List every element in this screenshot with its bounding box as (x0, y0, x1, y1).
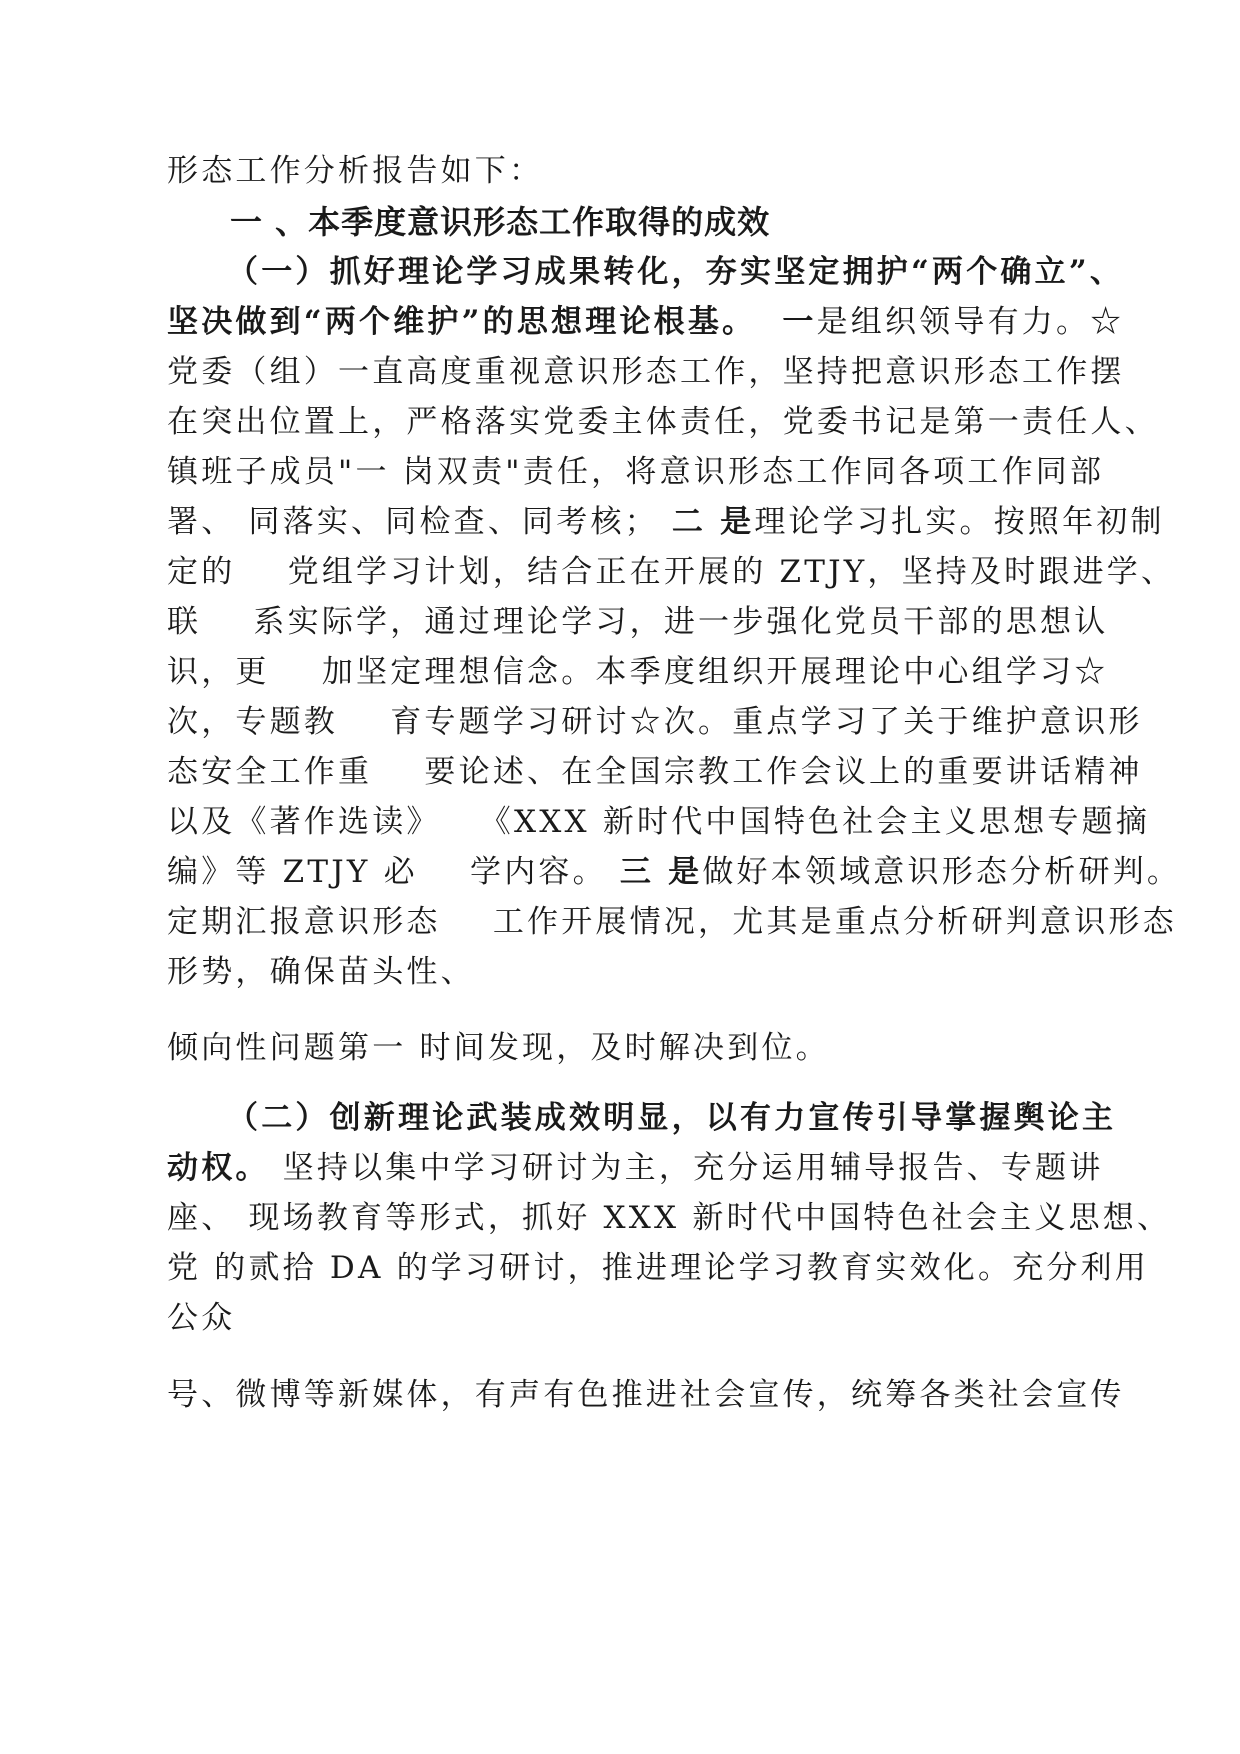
text-line: 以及《著作选读》 《XXX 新时代中国特色社会主义思想专题摘 (167, 804, 1151, 840)
text-line: 倾向性问题第一 时间发现，及时解决到位。 (167, 1030, 830, 1066)
text-line: 党委（组）一直高度重视意识形态工作，坚持把意识形态工作摆 (167, 354, 1125, 390)
text-line: 形势，确保苗头性、 (167, 954, 475, 990)
text-fragment: 坚持以集中学习研讨为主，充分运用辅导报告、专题讲 (282, 1150, 1104, 1186)
text-line: 定的 党组学习计划，结合正在开展的 ZTJY，坚持及时跟进学、 (167, 554, 1176, 590)
text-line (167, 852, 1181, 892)
text-line: 定期汇报意识形态 工作开展情况，尤其是重点分析研判意识形态 (167, 904, 1177, 940)
spacer (270, 1150, 283, 1186)
text-line: 联 系实际学，通过理论学习，进一步强化党员干部的思想认 (167, 604, 1109, 640)
spacer (607, 854, 620, 890)
text-line: 形态工作分析报告如下： (167, 153, 544, 189)
text-line: 次，专题教 育专题学习研讨☆次。重点学习了关于维护意识形 (167, 704, 1143, 740)
text-line: 党 的贰拾 DA 的学习研讨，推进理论学习教育实效化。充分利用 (167, 1250, 1150, 1286)
point-text: 理论学习扎实。按照年初制 (754, 504, 1165, 540)
section-heading: 一 、本季度意识形态工作取得的成效 (230, 203, 771, 241)
spacer (756, 304, 782, 340)
text-line (167, 1148, 1103, 1188)
point-text: 是组织领导有力。☆ (816, 304, 1125, 340)
text-line (167, 302, 1124, 342)
subsection-heading-cont: 坚决做到“两个维护”的思想理论根基。 (167, 304, 757, 340)
text-line: 识，更 加坚定理想信念。本季度组织开展理论中心组学习☆ (167, 654, 1109, 690)
point-text: 做好本领域意识形态分析研判。 (702, 854, 1182, 890)
text-fragment: 编》等 ZTJY 必 学内容。 (167, 854, 607, 890)
point-marker: 一 (782, 304, 817, 340)
text-line: 镇班子成员"一 岗双责"责任，将意识形态工作同各项工作同部 (167, 454, 1105, 490)
text-line: 座、 现场教育等形式，抓好 XXX 新时代中国特色社会主义思想、 (167, 1200, 1172, 1236)
text-line: 态安全工作重 要论述、在全国宗教工作会议上的重要讲话精神 (167, 754, 1143, 790)
point-marker: 二 是 (671, 504, 755, 540)
text-fragment: 署、 同落实、同检查、同考核； (167, 504, 659, 540)
text-line: 公众 (167, 1300, 236, 1336)
spacer (659, 504, 672, 540)
text-line: 在突出位置上，严格落实党委主体责任，党委书记是第一责任人、 (167, 404, 1159, 440)
text-line: 号、微博等新媒体，有声有色推进社会宣传，统筹各类社会宣传 (167, 1377, 1125, 1413)
point-marker: 三 是 (619, 854, 703, 890)
subsection-heading-cont: 动权。 (167, 1150, 270, 1186)
text-line (167, 502, 1165, 542)
subsection-heading: （二）创新理论武装成效明显，以有力宣传引导掌握舆论主 (227, 1100, 1117, 1136)
subsection-heading: （一）抓好理论学习成果转化，夯实坚定拥护“两个确立”、 (227, 254, 1125, 290)
